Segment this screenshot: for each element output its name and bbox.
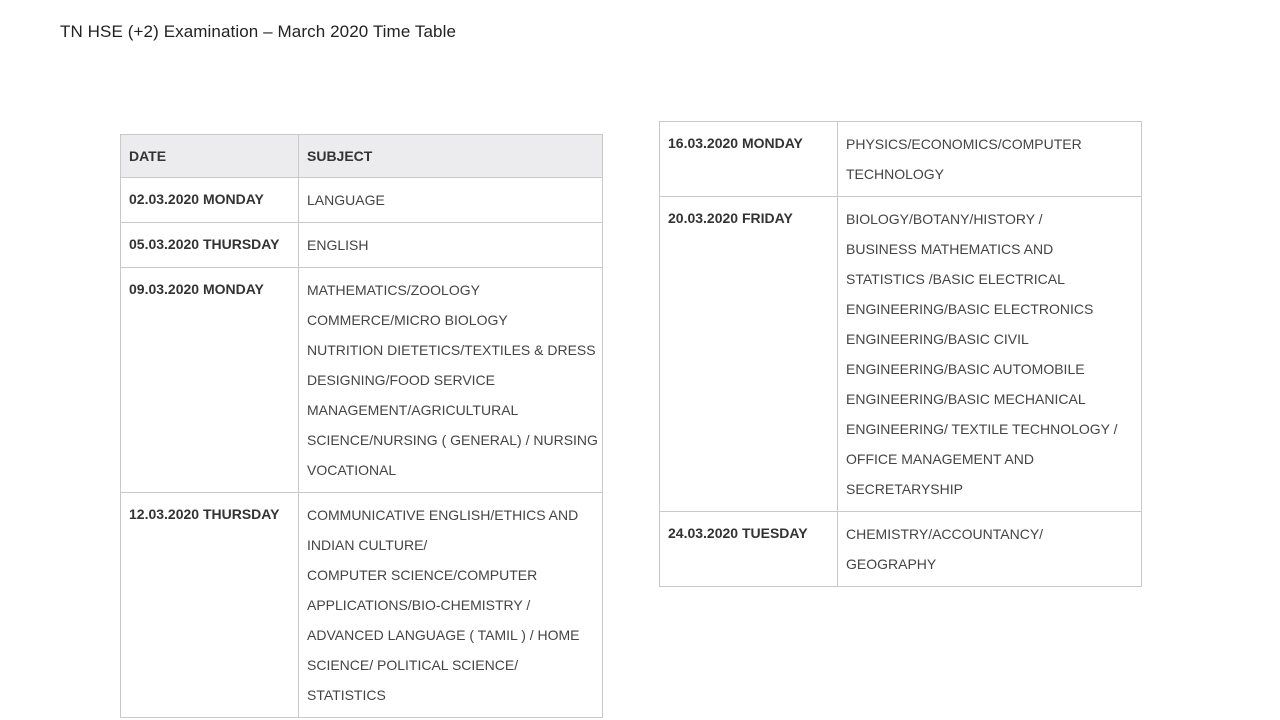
table-row <box>660 122 1142 197</box>
subject-line: ENGLISH <box>307 237 369 253</box>
subject-line: COMMERCE/MICRO BIOLOGY <box>307 312 508 328</box>
subject-line: STATISTICS /BASIC ELECTRICAL <box>846 271 1065 287</box>
subject-line: VOCATIONAL <box>307 462 397 478</box>
date-column-header: DATE <box>121 135 299 178</box>
exam-subjects <box>299 223 603 268</box>
exam-date: 12.03.2020 THURSDAY <box>121 493 299 718</box>
exam-date: 16.03.2020 MONDAY <box>660 122 838 197</box>
subject-line: GEOGRAPHY <box>846 556 937 572</box>
exam-date: 09.03.2020 MONDAY <box>121 268 299 493</box>
table-row <box>121 268 603 493</box>
left-table-wrapper <box>60 67 598 703</box>
subject-column-header: SUBJECT <box>299 135 603 178</box>
table-row <box>121 493 603 718</box>
exam-date: 05.03.2020 THURSDAY <box>121 223 299 268</box>
subject-line: CHEMISTRY/ACCOUNTANCY/ <box>846 526 1044 542</box>
subject-line: SCIENCE/NURSING ( GENERAL) / NURSING <box>307 432 598 448</box>
page-title: TN HSE (+2) Examination – March 2020 Time Table <box>60 22 457 41</box>
subject-line: ENGINEERING/ TEXTILE TECHNOLOGY / <box>846 421 1118 437</box>
exam-subjects <box>299 268 603 493</box>
table-header-row <box>121 135 603 178</box>
subject-line: COMPUTER SCIENCE/COMPUTER <box>307 567 538 583</box>
table-row <box>660 197 1142 512</box>
subject-line: ENGINEERING/BASIC CIVIL <box>846 331 1029 347</box>
subject-line: BIOLOGY/BOTANY/HISTORY / <box>846 211 1043 227</box>
subject-line: ENGINEERING/BASIC ELECTRONICS <box>846 301 1094 317</box>
subject-line: PHYSICS/ECONOMICS/COMPUTER <box>846 136 1082 152</box>
subject-line: MANAGEMENT/AGRICULTURAL <box>307 402 519 418</box>
table-row <box>121 223 603 268</box>
table-row <box>121 178 603 223</box>
exam-subjects <box>838 512 1142 587</box>
subject-line: OFFICE MANAGEMENT AND <box>846 451 1034 467</box>
exam-date: 20.03.2020 FRIDAY <box>660 197 838 512</box>
subject-line: SCIENCE/ POLITICAL SCIENCE/ <box>307 657 519 673</box>
subject-line: LANGUAGE <box>307 192 385 208</box>
exam-subjects <box>838 122 1142 197</box>
timetable-right <box>659 121 1142 587</box>
subject-line: SECRETARYSHIP <box>846 481 963 497</box>
exam-date: 24.03.2020 TUESDAY <box>660 512 838 587</box>
subject-line: ENGINEERING/BASIC MECHANICAL <box>846 391 1086 407</box>
exam-date: 02.03.2020 MONDAY <box>121 178 299 223</box>
subject-line: ENGINEERING/BASIC AUTOMOBILE <box>846 361 1085 377</box>
table-row <box>660 512 1142 587</box>
timetable-left <box>120 134 603 718</box>
exam-subjects <box>299 178 603 223</box>
subject-line: ADVANCED LANGUAGE ( TAMIL ) / HOME <box>307 627 580 643</box>
subject-line: MATHEMATICS/ZOOLOGY <box>307 282 480 298</box>
subject-line: COMMUNICATIVE ENGLISH/ETHICS AND <box>307 507 579 523</box>
subject-line: INDIAN CULTURE/ <box>307 537 428 553</box>
subject-line: STATISTICS <box>307 687 386 703</box>
exam-subjects <box>299 493 603 718</box>
exam-subjects <box>838 197 1142 512</box>
subject-line: BUSINESS MATHEMATICS AND <box>846 241 1054 257</box>
subject-line: NUTRITION DIETETICS/TEXTILES & DRESS <box>307 342 596 358</box>
subject-line: DESIGNING/FOOD SERVICE <box>307 372 495 388</box>
subject-line: TECHNOLOGY <box>846 166 945 182</box>
subject-line: APPLICATIONS/BIO-CHEMISTRY / <box>307 597 531 613</box>
